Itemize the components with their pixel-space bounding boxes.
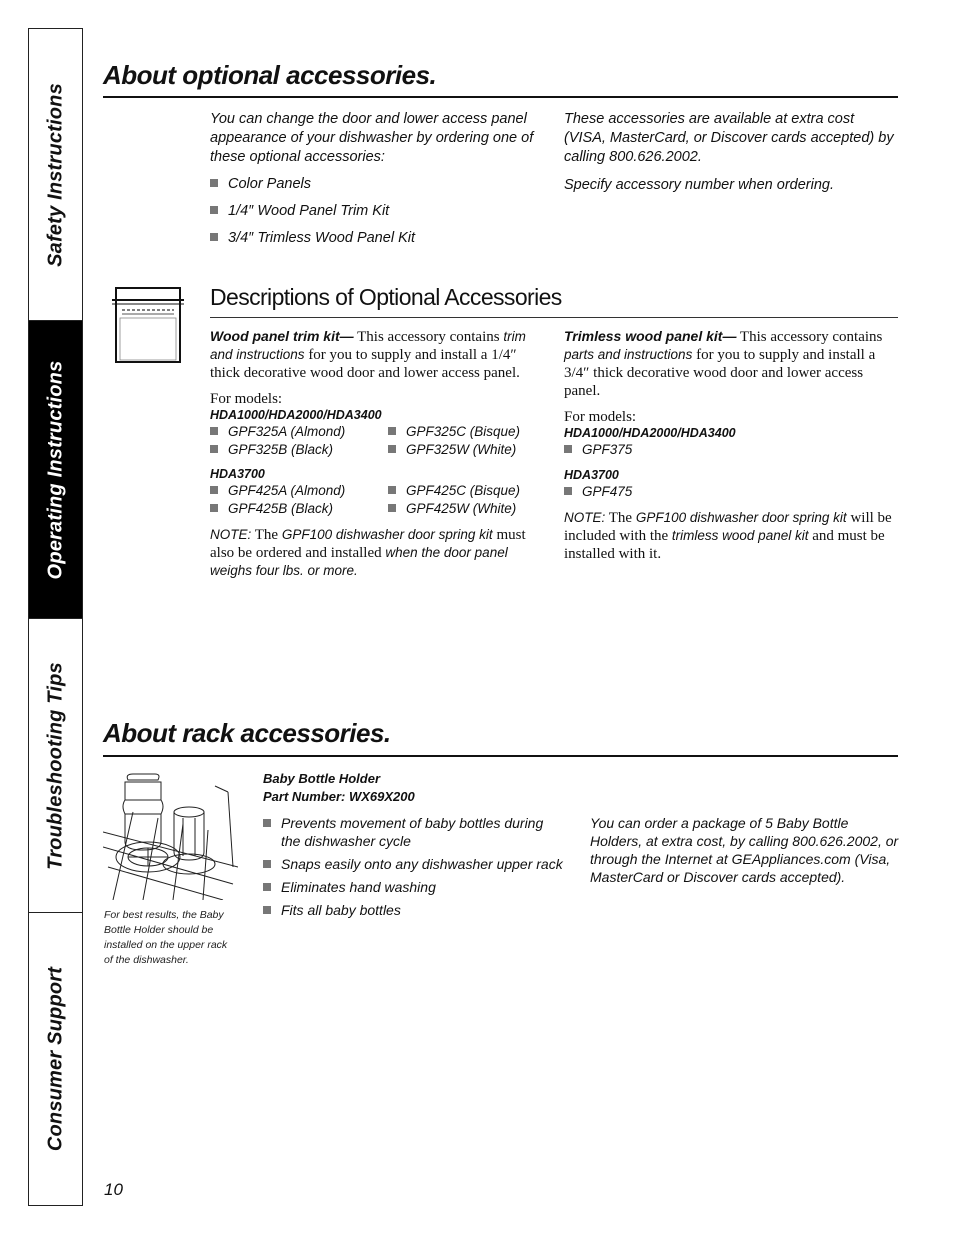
baby-bottle-holder-features	[263, 814, 563, 919]
bullet-square-icon	[210, 504, 218, 512]
bullet-square-icon	[263, 906, 271, 914]
tab-consumer-support[interactable]	[29, 913, 82, 1205]
list-item: GPF325W (White)	[388, 441, 528, 459]
descriptions-heading: Descriptions of Optional Accessories	[210, 284, 562, 310]
section-rule	[103, 755, 898, 757]
part-number: Part Number: WX69X200	[263, 789, 415, 804]
bullet-square-icon	[388, 445, 396, 453]
model-list	[210, 482, 530, 518]
description-title: Trimless wood panel kit—	[564, 328, 737, 344]
list-item: Prevents movement of baby bottles during the dishwasher cycle	[263, 814, 563, 850]
model-group-title: HDA3700	[564, 468, 619, 482]
trimless-wood-panel-kit-description	[564, 327, 894, 563]
section-title-optional-accessories: About optional accessories.	[103, 60, 437, 90]
model-list	[210, 423, 530, 459]
list-item: GPF425B (Black)	[210, 500, 388, 518]
accessory-list	[210, 175, 510, 248]
bullet-square-icon	[388, 504, 396, 512]
description-paragraph: Wood panel trim kit— This accessory contains trim and instructions for you to supply and install a 1/4″ thick decorative wood door and lower access panel.	[210, 328, 526, 381]
bullet-square-icon	[210, 445, 218, 453]
model-group-title: HDA3700	[210, 467, 265, 481]
model-group-title: HDA1000/HDA2000/HDA3400	[564, 426, 736, 440]
availability-text: These accessories are available at extra cost (VISA, MasterCard, or Discover cards accepted) by calling 800.626.2002.	[564, 111, 894, 165]
description-title: Wood panel trim kit—	[210, 328, 354, 344]
tab-label: Safety Instructions	[44, 82, 66, 267]
for-models-label: For models:	[210, 391, 283, 407]
bullet-square-icon	[263, 819, 271, 827]
list-item: GPF375	[564, 441, 894, 459]
list-item: GPF425W (White)	[388, 500, 528, 518]
bullet-square-icon	[564, 445, 572, 453]
list-item: Snaps easily onto any dishwasher upper rack	[263, 855, 563, 873]
list-item: GPF325B (Black)	[210, 441, 388, 459]
list-item: Eliminates hand washing	[263, 878, 563, 896]
note-text: NOTE: The GPF100 dishwasher door spring kit will be included with the trimless wood panel kit and must be installed with it.	[564, 510, 892, 562]
bullet-square-icon	[210, 233, 218, 241]
illustration-caption: For best results, the Baby Bottle Holder should be installed on the upper rack of the dishwasher.	[104, 909, 228, 966]
list-item: GPF325A (Almond)	[210, 423, 388, 441]
bullet-square-icon	[388, 427, 396, 435]
bullet-square-icon	[263, 860, 271, 868]
specify-text: Specify accessory number when ordering.	[564, 177, 834, 193]
bullet-square-icon	[210, 179, 218, 187]
list-item: GPF475	[564, 483, 894, 501]
section-title-rack-accessories: About rack accessories.	[103, 718, 391, 748]
list-item: 1/4″ Wood Panel Trim Kit	[210, 202, 510, 221]
wood-panel-trim-kit-description	[210, 327, 530, 580]
bullet-square-icon	[388, 486, 396, 494]
bullet-square-icon	[564, 487, 572, 495]
bullet-square-icon	[210, 427, 218, 435]
section-rule	[103, 96, 898, 98]
side-tab-strip	[28, 28, 83, 1206]
tab-label: Consumer Support	[44, 966, 66, 1152]
for-models-label: For models:	[564, 409, 637, 425]
list-item: GPF325C (Bisque)	[388, 423, 528, 441]
tab-label: Troubleshooting Tips	[44, 661, 66, 870]
tab-safety-instructions[interactable]	[29, 29, 82, 321]
intro-text: You can change the door and lower access panel appearance of your dishwasher by ordering one of these optional accessories:	[210, 111, 534, 165]
tab-operating-instructions[interactable]	[29, 321, 82, 619]
tab-troubleshooting-tips[interactable]	[29, 619, 82, 913]
page-number: 10	[104, 1180, 123, 1199]
list-item: GPF425A (Almond)	[210, 482, 388, 500]
list-item: GPF425C (Bisque)	[388, 482, 528, 500]
subheading-rule	[210, 317, 898, 318]
tab-label: Operating Instructions	[44, 360, 66, 579]
list-item: 3/4″ Trimless Wood Panel Kit	[210, 229, 510, 248]
baby-bottle-holder-illustration	[103, 772, 238, 900]
order-text: You can order a package of 5 Baby Bottle Holders, at extra cost, by calling 800.626.2002, or through the Internet at GEAppliances.com (Visa, MasterCard or Discover cards accepted).	[590, 815, 899, 885]
product-name: Baby Bottle Holder	[263, 771, 381, 786]
dishwasher-icon	[110, 286, 186, 364]
description-paragraph: Trimless wood panel kit— This accessory contains parts and instructions for you to supply and install a 3/4″ thick decorative wood door and lower access panel.	[564, 328, 883, 399]
note-text: NOTE: The GPF100 dishwasher door spring kit must also be ordered and installed when the door panel weighs four lbs. or more.	[210, 527, 526, 578]
bullet-square-icon	[210, 206, 218, 214]
bullet-square-icon	[210, 486, 218, 494]
list-item: Color Panels	[210, 175, 510, 194]
model-group-title: HDA1000/HDA2000/HDA3400	[210, 408, 382, 422]
list-item: Fits all baby bottles	[263, 901, 563, 919]
bullet-square-icon	[263, 883, 271, 891]
